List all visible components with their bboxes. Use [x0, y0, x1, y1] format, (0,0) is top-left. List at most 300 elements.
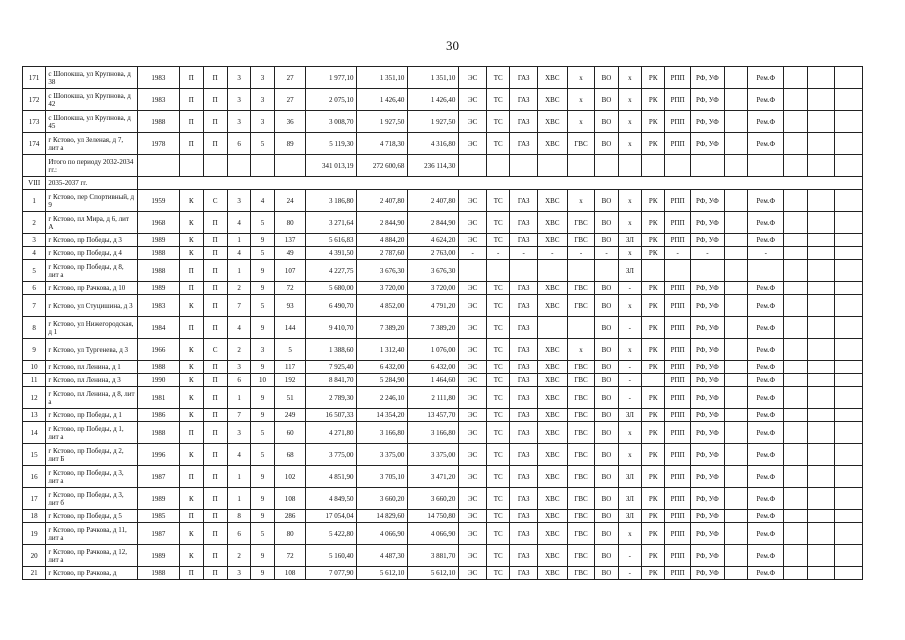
cell-utility [807, 295, 835, 317]
cell-utility: - [567, 247, 595, 260]
cell-addr: г Кстово, пл Ленина, д 8, лит а [46, 387, 137, 409]
table-row [23, 282, 863, 295]
cell-utility: РПП [665, 234, 690, 247]
cell-a3: 3 375,00 [408, 444, 459, 466]
cell-utility [835, 247, 863, 260]
cell-utility [784, 89, 807, 111]
cell-utility: ГВС [567, 234, 595, 247]
cell-c6: 9 [251, 567, 274, 580]
cell-utility: РФ, УФ [690, 466, 724, 488]
cell-utility: ХВС [537, 282, 567, 295]
table-row [23, 545, 863, 567]
cell-utility [807, 545, 835, 567]
cell-utility: ГАЗ [510, 212, 538, 234]
cell-utility: ТС [487, 89, 510, 111]
cell-c6: 9 [251, 387, 274, 409]
cell-utility [807, 444, 835, 466]
cell-utility [807, 374, 835, 387]
cell-utility: ГАЗ [510, 133, 538, 155]
cell-utility: - [595, 247, 618, 260]
cell-utility: Рем.Ф [748, 567, 784, 580]
cell-utility [724, 155, 747, 177]
cell-utility: ХВС [537, 409, 567, 422]
cell-utility: ВО [595, 212, 618, 234]
cell-utility [807, 247, 835, 260]
cell-utility [618, 155, 641, 177]
cell-utility [724, 190, 747, 212]
cell-utility [724, 212, 747, 234]
cell-utility: ХВС [537, 133, 567, 155]
cell-utility: ВО [595, 317, 618, 339]
cell-c4: П [203, 466, 227, 488]
cell-utility: ГВС [567, 387, 595, 409]
cell-utility: х [618, 295, 641, 317]
cell-a1: 4 391,50 [306, 247, 357, 260]
cell-c3: К [180, 190, 203, 212]
cell-utility [835, 444, 863, 466]
cell-c4: П [203, 282, 227, 295]
cell-a2: 4 487,30 [357, 545, 408, 567]
table-row [23, 387, 863, 409]
table-row [23, 190, 863, 212]
cell-year: 1988 [137, 567, 179, 580]
cell-utility: РФ, УФ [690, 374, 724, 387]
cell-c4: П [203, 260, 227, 282]
cell-c5: 2 [227, 545, 250, 567]
cell-no: 18 [23, 510, 46, 523]
cell-utility: ГАЗ [510, 466, 538, 488]
cell-year: 1996 [137, 444, 179, 466]
cell-addr: с Шопокша, ул Крупнова, д 38 [46, 67, 137, 89]
cell-c3: П [180, 567, 203, 580]
cell-a2: 3 166,80 [357, 422, 408, 444]
cell-c7: 108 [274, 567, 306, 580]
cell-c6: 5 [251, 133, 274, 155]
cell-a1: 7 077,90 [306, 567, 357, 580]
cell-utility: ВО [595, 339, 618, 361]
cell-utility: РК [642, 545, 665, 567]
cell-utility: РК [642, 212, 665, 234]
cell-utility: РПП [665, 282, 690, 295]
cell-addr: г Кстово, пл Мира, д 6, лит А [46, 212, 137, 234]
cell-c6: 3 [251, 111, 274, 133]
cell-a2: 1 927,50 [357, 111, 408, 133]
cell-c4: П [203, 212, 227, 234]
cell-utility: РК [642, 422, 665, 444]
cell-utility [835, 234, 863, 247]
cell-utility [459, 260, 487, 282]
cell-utility [784, 361, 807, 374]
cell-year: 1988 [137, 260, 179, 282]
cell-c7: 51 [274, 387, 306, 409]
cell-no: 1 [23, 190, 46, 212]
cell-utility: ЭС [459, 339, 487, 361]
cell-utility: ТС [487, 111, 510, 133]
cell-utility: ЗЛ [618, 409, 641, 422]
cell-utility: РПП [665, 387, 690, 409]
cell-utility: ТС [487, 317, 510, 339]
cell-utility: х [618, 67, 641, 89]
cell-c4: С [203, 190, 227, 212]
cell-utility: РПП [665, 567, 690, 580]
cell-no: 171 [23, 67, 46, 89]
cell-utility: ТС [487, 510, 510, 523]
cell-utility [724, 444, 747, 466]
cell-utility: РФ, УФ [690, 339, 724, 361]
cell-utility [537, 260, 567, 282]
cell-utility: ХВС [537, 488, 567, 510]
cell-a2: 3 720,00 [357, 282, 408, 295]
cell-c7: 80 [274, 212, 306, 234]
cell-utility: Рем.Ф [748, 444, 784, 466]
cell-addr: г Кстово, ул Стуцишина, д 3 [46, 295, 137, 317]
cell-a3: 3 720,00 [408, 282, 459, 295]
cell-utility [510, 155, 538, 177]
cell-utility: ГВС [567, 409, 595, 422]
cell-utility: РК [642, 567, 665, 580]
cell-a3: 4 066,90 [408, 523, 459, 545]
cell-utility: РК [642, 67, 665, 89]
cell-c5: 3 [227, 111, 250, 133]
cell-a3: 13 457,70 [408, 409, 459, 422]
cell-utility [835, 374, 863, 387]
cell-utility: ХВС [537, 545, 567, 567]
cell-utility: Рем.Ф [748, 466, 784, 488]
table-row [23, 466, 863, 488]
cell-utility: ГАЗ [510, 545, 538, 567]
table-row [23, 177, 863, 190]
cell-no [23, 155, 46, 177]
cell-utility: РК [642, 444, 665, 466]
cell-utility: х [618, 523, 641, 545]
cell-no: 13 [23, 409, 46, 422]
cell-c5: 1 [227, 387, 250, 409]
table-row [23, 523, 863, 545]
cell-utility [807, 510, 835, 523]
cell-utility: РПП [665, 133, 690, 155]
cell-a1: 4 851,90 [306, 466, 357, 488]
cell-a2: 272 600,68 [357, 155, 408, 177]
cell-utility: ЭС [459, 510, 487, 523]
cell-utility: ЭС [459, 212, 487, 234]
cell-utility [784, 133, 807, 155]
cell-utility: ЭС [459, 523, 487, 545]
cell-c5: 3 [227, 361, 250, 374]
cell-a2: 4 852,00 [357, 295, 408, 317]
cell-a2: 3 676,30 [357, 260, 408, 282]
cell-c7: 5 [274, 339, 306, 361]
cell-utility: РПП [665, 67, 690, 89]
cell-utility: Рем.Ф [748, 67, 784, 89]
cell-c4: П [203, 67, 227, 89]
cell-utility: ГВС [567, 133, 595, 155]
cell-utility [690, 260, 724, 282]
cell-utility: РФ, УФ [690, 190, 724, 212]
cell-a2: 14 829,60 [357, 510, 408, 523]
cell-a1: 5 616,83 [306, 234, 357, 247]
cell-utility: РК [642, 387, 665, 409]
cell-utility: РПП [665, 409, 690, 422]
cell-c3: К [180, 212, 203, 234]
cell-utility [784, 317, 807, 339]
cell-c7: 24 [274, 190, 306, 212]
cell-c4: П [203, 567, 227, 580]
cell-utility: РФ, УФ [690, 567, 724, 580]
cell-c4: П [203, 545, 227, 567]
cell-utility: РФ, УФ [690, 361, 724, 374]
table-row [23, 234, 863, 247]
cell-utility: ХВС [537, 466, 567, 488]
cell-a3: 2 111,80 [408, 387, 459, 409]
cell-utility: РПП [665, 339, 690, 361]
cell-a2: 1 351,10 [357, 67, 408, 89]
cell-utility: РПП [665, 190, 690, 212]
cell-utility: х [618, 111, 641, 133]
cell-c3: П [180, 67, 203, 89]
cell-utility [835, 67, 863, 89]
cell-utility [784, 282, 807, 295]
cell-utility: ХВС [537, 374, 567, 387]
cell-a1: 4 271,80 [306, 422, 357, 444]
cell-utility: ВО [595, 190, 618, 212]
cell-a2: 4 066,90 [357, 523, 408, 545]
cell-a3: 2 844,90 [408, 212, 459, 234]
cell-utility [748, 260, 784, 282]
cell-c6: 5 [251, 422, 274, 444]
table-row [23, 89, 863, 111]
cell-utility: РК [642, 488, 665, 510]
cell-utility: х [618, 89, 641, 111]
cell-utility: - [618, 387, 641, 409]
page-number: 30 [446, 38, 459, 53]
cell-c3: К [180, 295, 203, 317]
cell-c3 [180, 155, 203, 177]
cell-c3: П [180, 317, 203, 339]
cell-c3: П [180, 89, 203, 111]
table-row [23, 510, 863, 523]
cell-addr: г Кстово, пр Рачкова, д 10 [46, 282, 137, 295]
cell-utility: РК [642, 111, 665, 133]
cell-year: 1985 [137, 510, 179, 523]
cell-utility: ГАЗ [510, 361, 538, 374]
cell-year: 1983 [137, 89, 179, 111]
cell-a2: 3 375,00 [357, 444, 408, 466]
cell-utility: ТС [487, 409, 510, 422]
cell-c6: 9 [251, 466, 274, 488]
cell-utility: ТС [487, 567, 510, 580]
cell-no: 14 [23, 422, 46, 444]
cell-c7: 144 [274, 317, 306, 339]
cell-c4: П [203, 488, 227, 510]
section-number: VIII [23, 177, 46, 190]
cell-utility: ВО [595, 282, 618, 295]
cell-utility: РК [642, 466, 665, 488]
cell-a2: 1 312,40 [357, 339, 408, 361]
cell-addr: г Кстово, пр Победы, д 5 [46, 510, 137, 523]
cell-utility: РК [642, 133, 665, 155]
cell-no: 172 [23, 89, 46, 111]
cell-utility [665, 155, 690, 177]
cell-c5: 2 [227, 339, 250, 361]
cell-utility [835, 89, 863, 111]
cell-utility: ХВС [537, 523, 567, 545]
cell-utility [807, 190, 835, 212]
cell-utility: ТС [487, 361, 510, 374]
cell-utility [690, 155, 724, 177]
cell-utility [724, 89, 747, 111]
cell-utility [487, 155, 510, 177]
cell-no: 12 [23, 387, 46, 409]
cell-a1: 341 013,19 [306, 155, 357, 177]
cell-c6: 3 [251, 339, 274, 361]
cell-utility [784, 295, 807, 317]
cell-year: 1989 [137, 545, 179, 567]
cell-utility: ХВС [537, 567, 567, 580]
cell-utility [487, 260, 510, 282]
cell-utility [724, 488, 747, 510]
cell-addr: Итого по периоду 2032-2034 гг.: [46, 155, 137, 177]
cell-utility [724, 361, 747, 374]
cell-c4: П [203, 523, 227, 545]
table-row [23, 133, 863, 155]
cell-utility: ЭС [459, 234, 487, 247]
cell-utility: ГАЗ [510, 567, 538, 580]
cell-a1: 3 775,00 [306, 444, 357, 466]
cell-c7: 27 [274, 67, 306, 89]
cell-utility: х [618, 339, 641, 361]
cell-utility: ВО [595, 111, 618, 133]
cell-utility: Рем.Ф [748, 339, 784, 361]
cell-c6: 9 [251, 510, 274, 523]
cell-utility [835, 488, 863, 510]
cell-a1: 5 680,00 [306, 282, 357, 295]
cell-utility [784, 67, 807, 89]
cell-utility: ГАЗ [510, 89, 538, 111]
cell-utility: ЭС [459, 567, 487, 580]
cell-utility [807, 567, 835, 580]
cell-c6 [251, 155, 274, 177]
cell-c6: 5 [251, 212, 274, 234]
cell-a3: 3 660,20 [408, 488, 459, 510]
cell-utility: ГВС [567, 422, 595, 444]
table-row [23, 339, 863, 361]
cell-utility [784, 374, 807, 387]
cell-utility: ГАЗ [510, 374, 538, 387]
table-row [23, 488, 863, 510]
cell-c3: К [180, 488, 203, 510]
cell-c6: 9 [251, 317, 274, 339]
cell-utility: РК [642, 247, 665, 260]
cell-utility [835, 361, 863, 374]
cell-utility: ХВС [537, 212, 567, 234]
cell-utility: РК [642, 510, 665, 523]
cell-addr: с Шопокша, ул Крупнова, д 42 [46, 89, 137, 111]
cell-utility: ГАЗ [510, 523, 538, 545]
cell-addr: г Кстово, пр Победы, д 3, лит а [46, 466, 137, 488]
cell-utility: ТС [487, 282, 510, 295]
cell-c5: 6 [227, 374, 250, 387]
cell-c3: К [180, 339, 203, 361]
cell-utility: РК [642, 89, 665, 111]
cell-utility: х [618, 190, 641, 212]
cell-utility: ВО [595, 234, 618, 247]
cell-c6: 4 [251, 190, 274, 212]
cell-utility [784, 339, 807, 361]
cell-utility [835, 295, 863, 317]
cell-utility: ВО [595, 409, 618, 422]
cell-utility: ГВС [567, 510, 595, 523]
table-row [23, 212, 863, 234]
cell-utility [807, 488, 835, 510]
cell-c4: П [203, 409, 227, 422]
cell-utility: ЭС [459, 295, 487, 317]
cell-utility: х [618, 422, 641, 444]
cell-year: 1986 [137, 409, 179, 422]
cell-utility: - [618, 567, 641, 580]
cell-c3: П [180, 260, 203, 282]
cell-utility: РК [642, 234, 665, 247]
cell-no: 5 [23, 260, 46, 282]
table-row [23, 567, 863, 580]
table-row [23, 374, 863, 387]
cell-a2: 5 284,90 [357, 374, 408, 387]
cell-c7: 49 [274, 247, 306, 260]
cell-utility: Рем.Ф [748, 111, 784, 133]
cell-utility: ГАЗ [510, 234, 538, 247]
cell-c4: П [203, 422, 227, 444]
cell-utility [724, 295, 747, 317]
cell-utility: ЭС [459, 111, 487, 133]
table-row [23, 361, 863, 374]
cell-a1: 7 925,40 [306, 361, 357, 374]
cell-utility [724, 234, 747, 247]
cell-year: 1988 [137, 111, 179, 133]
cell-addr: с Шопокша, ул Крупнова, д 45 [46, 111, 137, 133]
cell-c5: 7 [227, 409, 250, 422]
cell-addr: г Кстово, ул Тургенева, д 3 [46, 339, 137, 361]
cell-utility: ЗЛ [618, 488, 641, 510]
cell-utility: ГАЗ [510, 444, 538, 466]
cell-utility: ГВС [567, 466, 595, 488]
cell-utility: Рем.Ф [748, 409, 784, 422]
cell-c6: 5 [251, 523, 274, 545]
cell-utility: РПП [665, 422, 690, 444]
cell-utility [459, 155, 487, 177]
cell-utility: ТС [487, 387, 510, 409]
cell-addr: г Кстово, пр Победы, д 3 [46, 234, 137, 247]
cell-utility [807, 422, 835, 444]
cell-utility: ЭС [459, 387, 487, 409]
cell-c3: К [180, 409, 203, 422]
cell-utility: ЭС [459, 409, 487, 422]
cell-utility: х [618, 247, 641, 260]
cell-utility [835, 282, 863, 295]
cell-a2: 2 787,60 [357, 247, 408, 260]
cell-utility: ТС [487, 523, 510, 545]
table-row [23, 422, 863, 444]
cell-utility: РПП [665, 545, 690, 567]
cell-a3: 7 389,20 [408, 317, 459, 339]
cell-c5: 1 [227, 234, 250, 247]
cell-utility: ХВС [537, 361, 567, 374]
cell-utility: - [748, 247, 784, 260]
cell-utility: - [618, 361, 641, 374]
cell-c5: 4 [227, 317, 250, 339]
cell-utility: ЭС [459, 190, 487, 212]
cell-utility [784, 409, 807, 422]
cell-utility: ВО [595, 133, 618, 155]
cell-utility: - [537, 247, 567, 260]
